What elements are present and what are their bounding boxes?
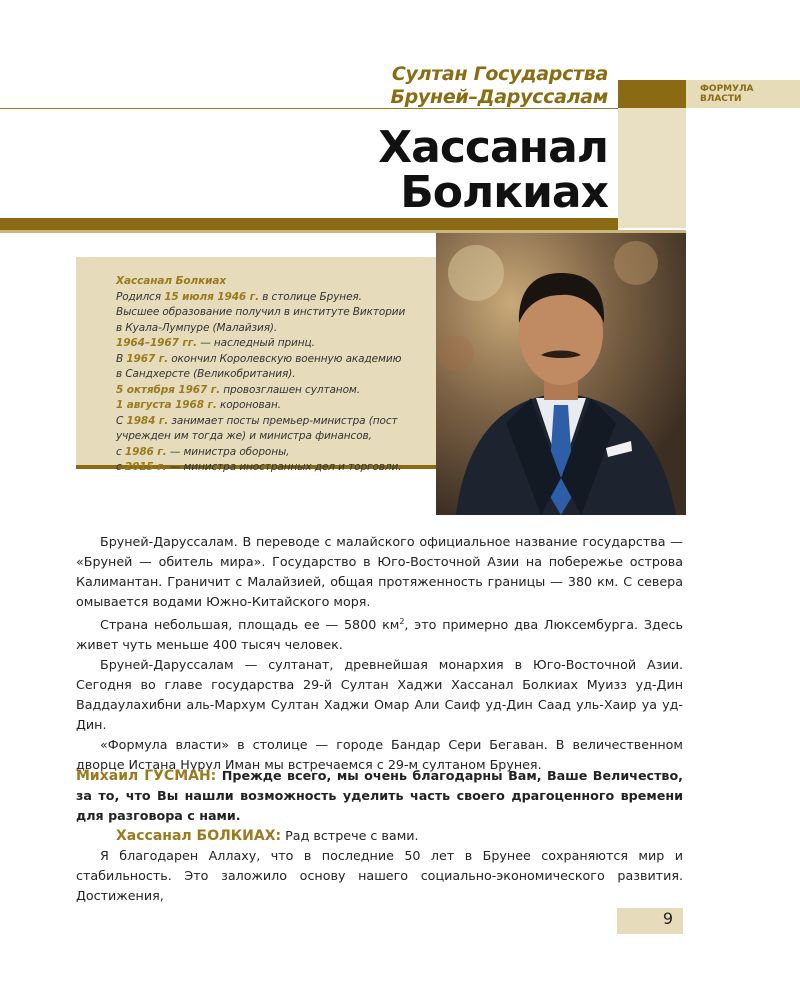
- bio-line-text: в Куала-Лумпуре (Малайзия).: [116, 321, 278, 334]
- section-tab-label: [700, 84, 790, 104]
- bio-line: [116, 336, 426, 352]
- bio-line-text: — министра иностранных дел и торговли.: [166, 461, 402, 473]
- subtitle-line-1: Султан Государства: [391, 63, 608, 85]
- header-beige-column: [618, 108, 686, 228]
- bio-line: [116, 383, 426, 399]
- bio-line: [116, 274, 426, 290]
- bio-line: [116, 445, 426, 461]
- bio-line-highlight: 5 октября 1967 г.: [116, 383, 221, 396]
- bio-line-text: в Сандхерсте (Великобритания).: [116, 368, 296, 380]
- paragraph-2-start: Страна небольшая, площадь ее — 5800 км: [100, 617, 400, 633]
- paragraph-2-superscript: 2: [399, 617, 405, 626]
- bio-line: [116, 367, 426, 383]
- bio-text: [116, 274, 426, 476]
- paragraph-5: Я благодарен Аллаху, что в последние 50 лет в Брунее сохраняются мир и стабильность. Это заложило основу нашего социально-экономического развития. Достижения,: [76, 848, 683, 903]
- bio-line-highlight: 2015 г.: [124, 461, 167, 473]
- question: [76, 766, 683, 826]
- bio-line-text: окончил Королевскую военную академию: [168, 352, 402, 365]
- bio-line-text: занимает посты премьер-министра (пост: [168, 414, 398, 427]
- bio-line-highlight: 1984 г.: [126, 414, 169, 427]
- bio-line-text: в столице Брунея.: [258, 290, 362, 303]
- paragraph-1: Бруней-Даруссалам. В переводе с малайского официальное название государства — «Бруней — обитель мира». Государство в Юго-Восточной Азии на побережье острова Калимантан. Граничит с Малайзией, общая протяженность границы — 380 км. С севера омывается водами Южно-Китайского моря.: [76, 534, 683, 609]
- bio-line-highlight: 1964–1967 гг.: [116, 337, 198, 349]
- paragraph-2: [76, 612, 683, 655]
- section-tab-line-2: ВЛАСТИ: [700, 94, 742, 104]
- bio-line-prefix: С: [116, 414, 127, 427]
- bio-line-highlight: 1 августа 1968 г.: [116, 399, 217, 411]
- bio-line-prefix: Родился: [116, 290, 165, 303]
- portrait-photo: [436, 233, 686, 515]
- header-gold-bar: [618, 80, 686, 108]
- bio-line-text: — министра обороны,: [166, 445, 290, 458]
- paragraph-2-end: , это примерно два Люксембурга. Здесь живет чуть меньше 400 тысяч человек.: [76, 617, 684, 653]
- bio-line: [116, 414, 426, 430]
- paragraph-3: Бруней-Даруссалам — султанат, древнейшая монархия в Юго-Восточной Азии. Сегодня во главе государства 29-й Султан Хаджи Хассанал Болкиах Муизз уд-Дин Ваддаулахибни аль-Мархум Султан Хаджи Омар Али Саиф уд-Дин Саад уль-Хаир уа уд-Дин.: [76, 657, 683, 733]
- bio-line: [116, 429, 426, 445]
- subtitle-line-2: Бруней–Даруссалам: [390, 86, 608, 108]
- bio-line-text: учрежден им тогда же) и министра финансов,: [116, 430, 372, 442]
- speaker-gusman: Михаил ГУСМАН:: [76, 768, 217, 784]
- bio-line-text: Высшее образование получил в институте Виктории: [116, 306, 406, 318]
- bio-box: [76, 257, 436, 473]
- bio-line: [116, 398, 426, 414]
- title-underline-thick: [0, 218, 618, 230]
- header-rule: [0, 108, 618, 109]
- bio-line-text: коронован.: [216, 399, 281, 411]
- bio-line-highlight: 1967 г.: [126, 352, 168, 365]
- bio-line: [116, 305, 426, 321]
- section-tab-line-1: ФОРМУЛА: [700, 84, 754, 94]
- article-body: [76, 532, 683, 775]
- speaker-bolkiah: Хассанал БОЛКИАХ:: [116, 828, 282, 844]
- answer-text: Рад встрече с вами.: [281, 828, 419, 843]
- bio-line-prefix: В: [116, 352, 127, 365]
- bio-line-highlight: Хассанал Болкиах: [116, 275, 227, 287]
- portrait-illustration: [436, 233, 686, 515]
- title-name-line-2: Болкиах: [400, 167, 608, 218]
- bio-line: [116, 290, 426, 306]
- bio-line-highlight: 15 июля 1946 г.: [164, 290, 259, 303]
- interview-block: [76, 766, 683, 906]
- bio-line-highlight: 1986 г.: [124, 445, 167, 458]
- question-text: Прежде всего, мы очень благодарны Вам, Ваше Величество, за то, что Вы нашли возможность уделить часть своего драгоценного времени для разговора с нами.: [76, 768, 683, 823]
- bio-line-prefix: с: [116, 461, 125, 473]
- bio-line-prefix: с: [116, 445, 125, 458]
- bio-line-text: провозглашен султаном.: [220, 383, 360, 396]
- bio-line: [116, 352, 426, 368]
- title-name-line-1: Хассанал: [378, 122, 608, 173]
- page-number: 9: [662, 909, 673, 928]
- answer: [76, 826, 683, 846]
- paragraph-4: «Формула власти» в столице — городе Бандар Сери Бегаван. В величественном дворце Истана Нурул Иман мы встречаемся с 29-м султаном Брунея.: [76, 737, 683, 773]
- bio-line: [116, 460, 426, 476]
- bio-line-text: — наследный принц.: [197, 337, 315, 349]
- bio-line: [116, 321, 426, 337]
